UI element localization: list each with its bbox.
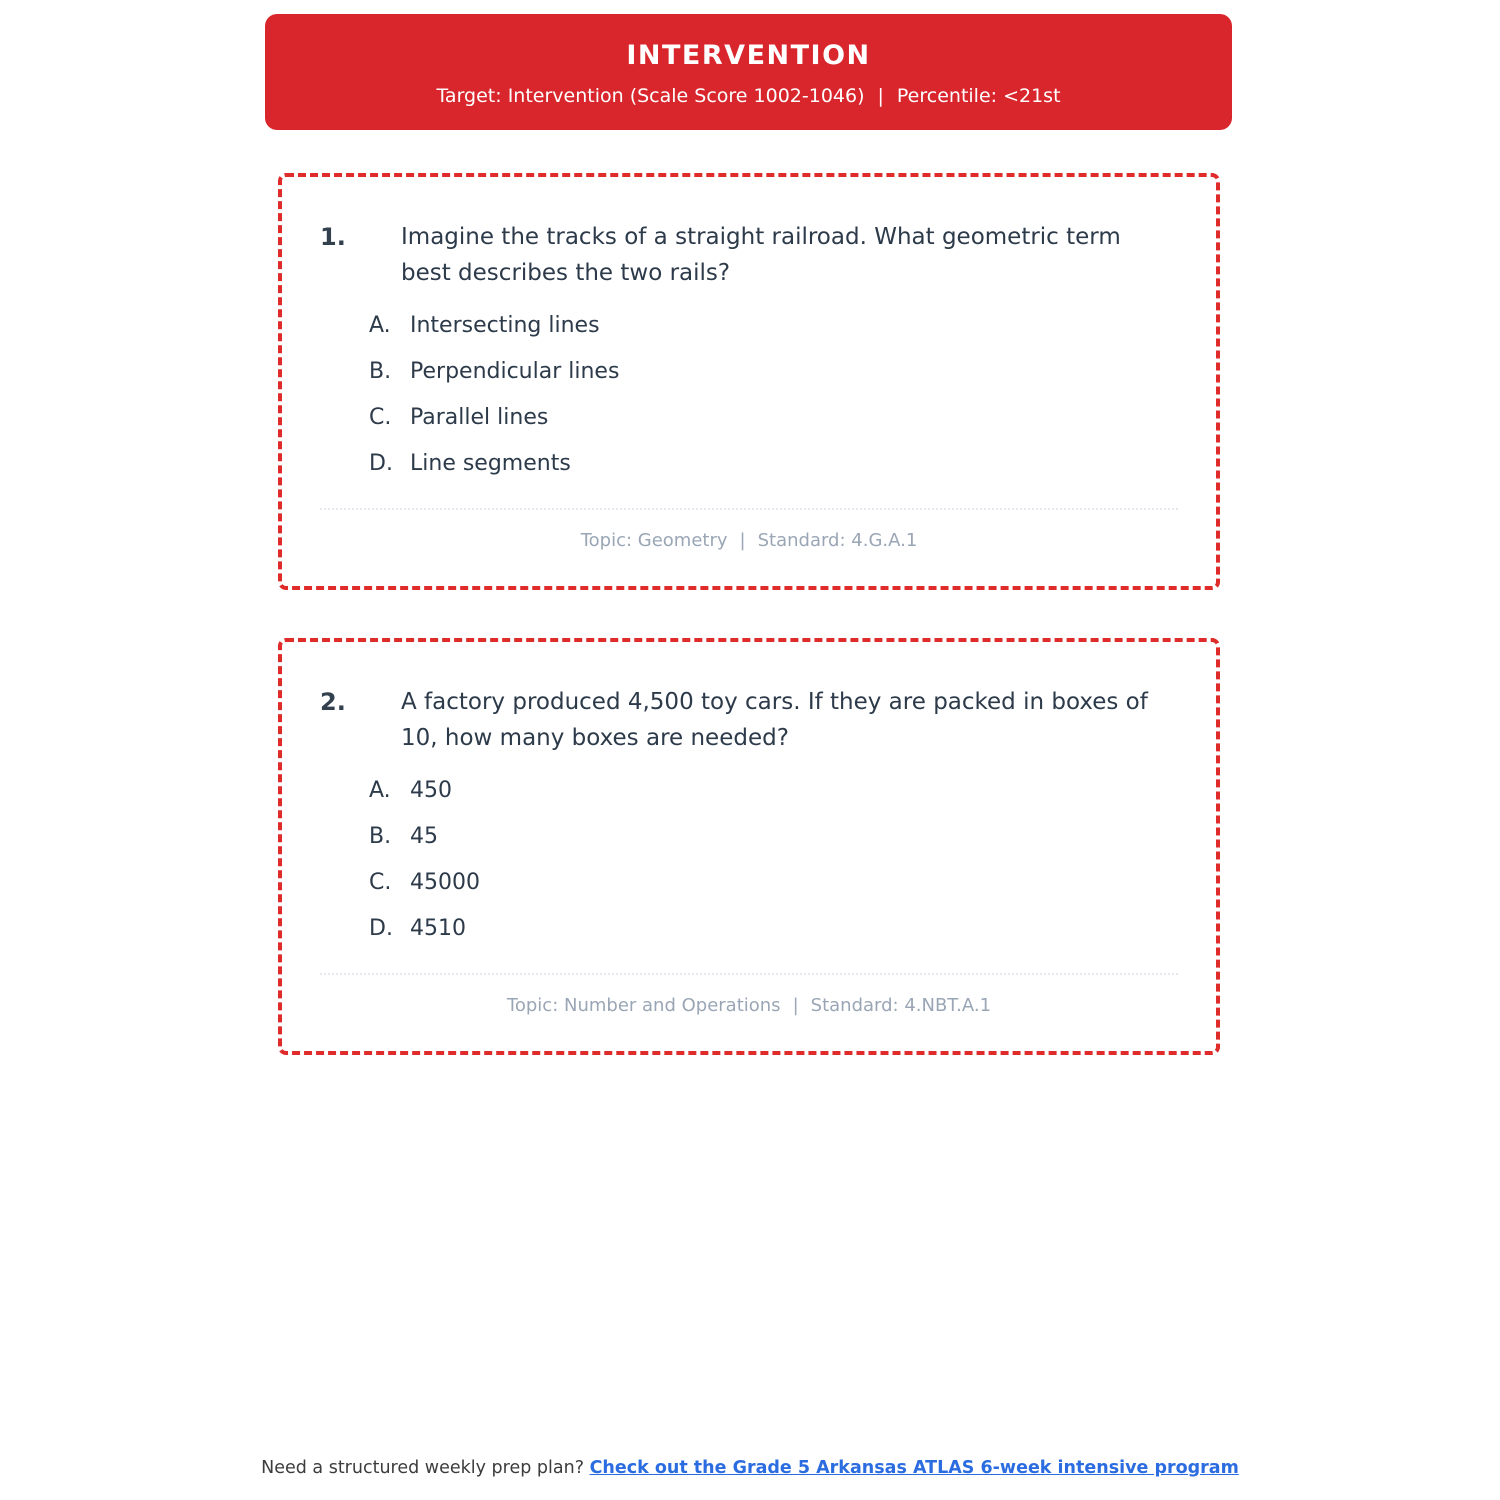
standard-label: Standard: 4.NBT.A.1 — [810, 995, 992, 1016]
option-c — [369, 407, 1178, 429]
option-d — [369, 453, 1178, 475]
page-title: INTERVENTION — [626, 40, 871, 71]
question-row — [320, 219, 1178, 291]
option-b — [369, 361, 1178, 383]
option-letter: B. — [369, 824, 392, 849]
option-letter: A. — [369, 313, 391, 338]
option-text: Parallel lines — [410, 405, 549, 430]
option-b — [369, 826, 1178, 848]
question-card-1 — [278, 173, 1220, 590]
question-text — [401, 684, 1148, 756]
option-letter: D. — [369, 451, 393, 476]
question-card-2 — [278, 638, 1220, 1055]
option-a — [369, 315, 1178, 337]
option-text: 45000 — [410, 870, 480, 895]
option-text: Intersecting lines — [410, 313, 600, 338]
header-banner — [265, 14, 1232, 130]
header-percentile-label: Percentile: <21st — [896, 85, 1061, 107]
topic-footer — [320, 530, 1178, 552]
option-text: 450 — [410, 778, 452, 803]
topic-footer — [320, 995, 1178, 1017]
topic-label: Topic: Number and Operations — [506, 995, 781, 1016]
question-number: 1. — [320, 223, 346, 251]
option-text: Perpendicular lines — [410, 359, 620, 384]
topic-separator: | — [739, 530, 746, 551]
option-d — [369, 918, 1178, 940]
question-text-line: 10, how many boxes are needed? — [401, 725, 789, 751]
options-list — [369, 315, 1178, 475]
question-text-line: Imagine the tracks of a straight railroad. What geometric term — [401, 224, 1121, 250]
question-text-line: A factory produced 4,500 toy cars. If they are packed in boxes of — [401, 689, 1148, 715]
question-number: 2. — [320, 688, 346, 716]
option-text: Line segments — [410, 451, 571, 476]
topic-separator: | — [792, 995, 799, 1016]
footer-text: Need a structured weekly prep plan? — [261, 1458, 584, 1478]
option-letter: D. — [369, 916, 393, 941]
options-list — [369, 780, 1178, 940]
option-letter: C. — [369, 405, 392, 430]
card-divider — [320, 973, 1178, 975]
option-a — [369, 780, 1178, 802]
option-c — [369, 872, 1178, 894]
option-letter: A. — [369, 778, 391, 803]
option-letter: C. — [369, 870, 392, 895]
option-text: 45 — [410, 824, 438, 849]
header-separator: | — [877, 85, 884, 107]
question-text-line: best describes the two rails? — [401, 260, 731, 286]
standard-label: Standard: 4.G.A.1 — [757, 530, 918, 551]
header-subtitle — [285, 84, 1212, 108]
footer-note — [0, 1456, 1500, 1480]
topic-label: Topic: Geometry — [580, 530, 728, 551]
option-text: 4510 — [410, 916, 466, 941]
footer-link[interactable]: Check out the Grade 5 Arkansas ATLAS 6-week intensive program — [589, 1458, 1239, 1478]
question-text — [401, 219, 1121, 291]
header-target-label: Target: Intervention (Scale Score 1002-1046) — [436, 85, 865, 107]
card-divider — [320, 508, 1178, 510]
question-row — [320, 684, 1178, 756]
option-letter: B. — [369, 359, 392, 384]
